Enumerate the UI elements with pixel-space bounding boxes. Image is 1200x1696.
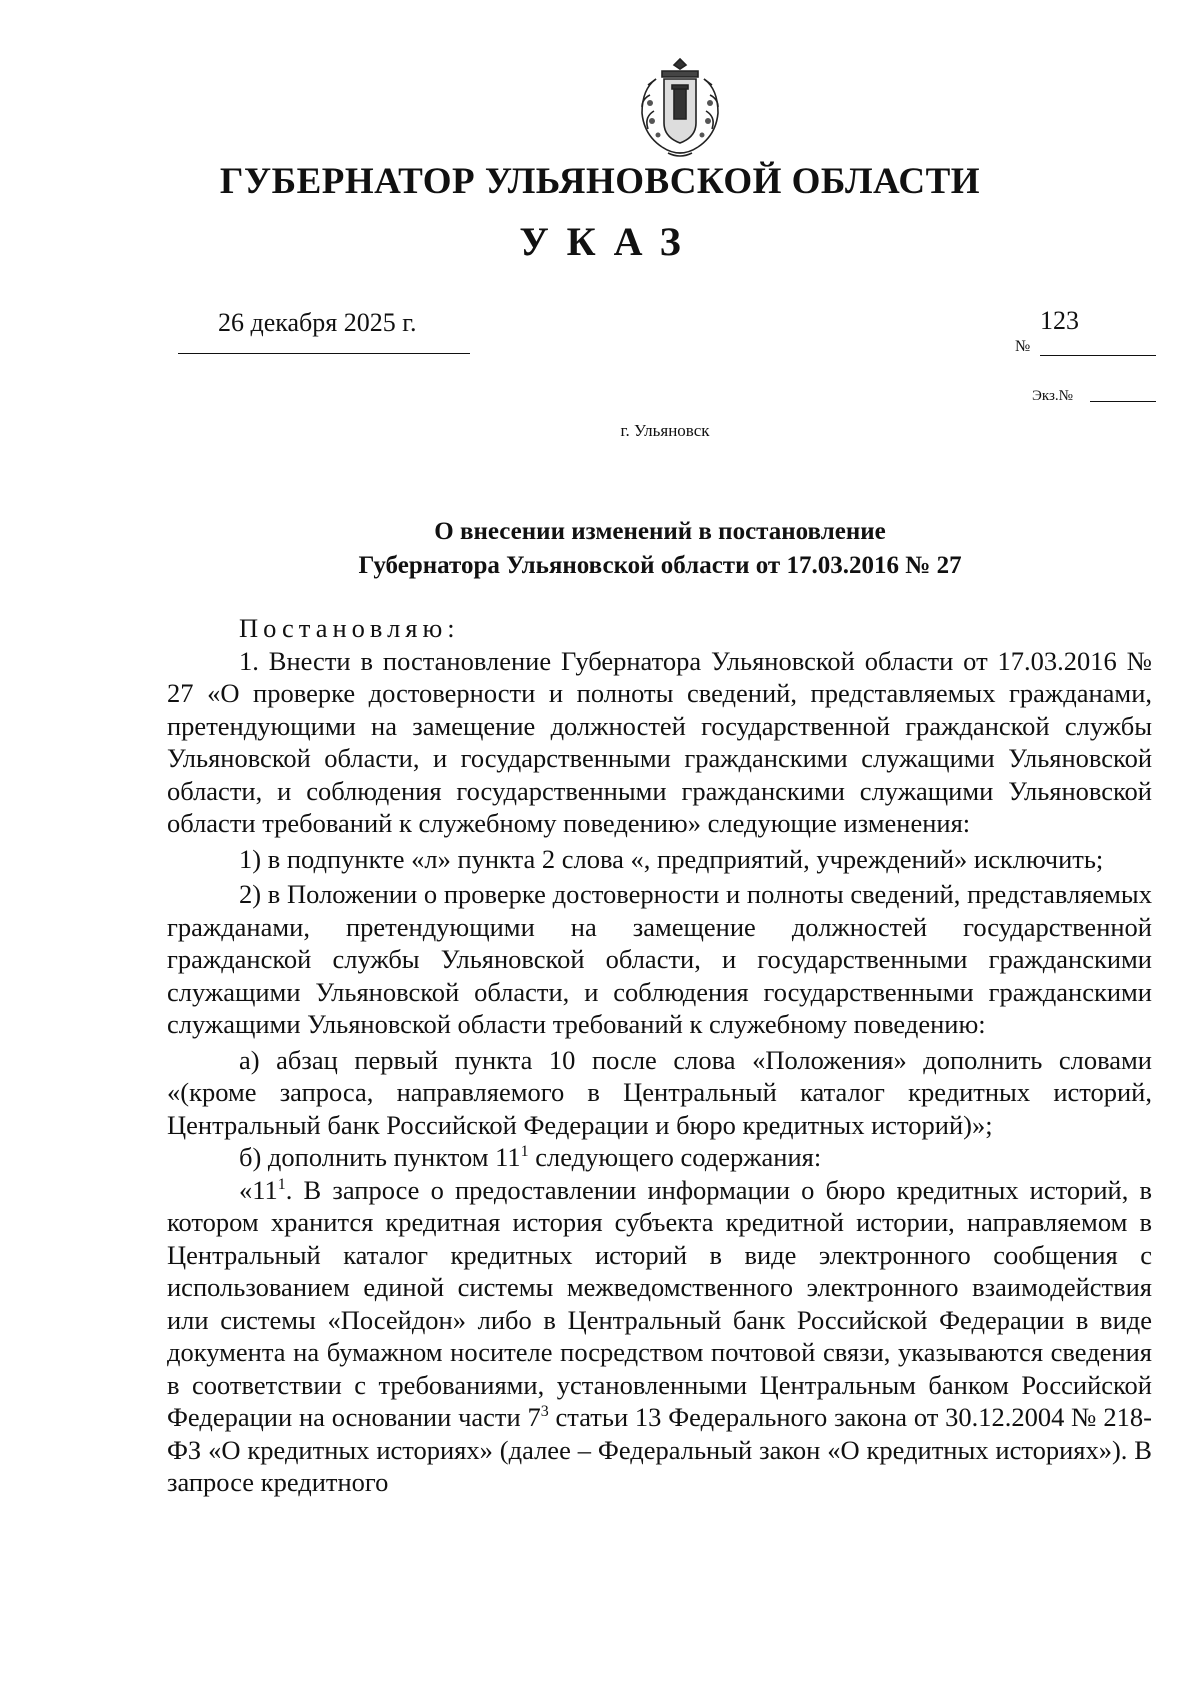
document-type-heading: УКАЗ: [519, 219, 699, 264]
decree-number: 123: [1040, 306, 1079, 335]
decree-date: 26 декабря 2025 г.: [218, 308, 417, 337]
date-underline: [178, 353, 470, 354]
subitem-b-text-1: б) дополнить пунктом 11: [239, 1142, 521, 1172]
paragraph-1: 1. Внести в постановление Губернатора Ульяновской области от 17.03.2016 № 27 «О проверке достоверности и полноты сведений, представляемых гражданами, претендующими на замещение должностей государственной гражданской службы Ульяновской области, и государственными гражданскими служащими Ульяновской области, и соблюдения государственными гражданскими служащими Ульяновской области требований к служебному поведению» следующие изменения:: [167, 645, 1152, 838]
copy-number-label: Экз.№: [1032, 388, 1073, 404]
title-line-1: О внесении изменений в постановление: [434, 518, 886, 545]
paragraph-11-1: [167, 1174, 1152, 1499]
paragraph-subitem-1: 1) в подпункте «л» пункта 2 слова «, предприятий, учреждений» исключить;: [239, 843, 1104, 874]
p11-text-2: . В запросе о предоставлении информации о бюро кредитных историй, в котором хранится кредитная история субъекта кредитной истории, направляемом в Центральный каталог кредитных историй в виде электронного сообщения с использованием единой системы межведомственного электронного взаимодействия или системы «Посейдон» либо в Центральный банк Российской Федерации в виде документа на бумажном носителе посредством почтовой связи, указываются сведения в соответствии с требованиями, установленными Центральным банком Российской Федерации на основании части 7: [167, 1174, 1152, 1432]
title-line-2: Губернатора Ульяновской области от 17.03.2016 № 27: [358, 552, 962, 579]
number-label: №: [1015, 338, 1031, 355]
paragraph-subitem-2: 2) в Положении о проверке достоверности и полноты сведений, представляемых гражданами, претендующими на замещение должностей государственной гражданской службы Ульяновской области, и государственными гражданскими служащими Ульяновской области, и соблюдения государственными гражданскими служащими Ульяновской области требований к служебному поведению:: [167, 879, 1152, 1039]
paragraph-subitem-a: а) абзац первый пункта 10 после слова «Положения» дополнить словами «(кроме запроса, направляемого в Центральный каталог кредитных историй, Центральный банк Российской Федерации и бюро кредитных историй)»;: [167, 1044, 1152, 1140]
paragraph-subitem-b: [167, 1141, 1152, 1174]
decree-preamble: Постановляю:: [239, 613, 460, 643]
p11-superscript-2: 3: [540, 1403, 549, 1421]
decree-body: [167, 612, 1152, 1499]
copy-number-underline: [1090, 401, 1156, 402]
p11-text-1: «11: [239, 1174, 278, 1205]
coat-of-arms-emblem: [628, 55, 732, 163]
p11-superscript-1: 1: [277, 1175, 286, 1193]
subitem-b-text-2: следующего содержания:: [528, 1142, 822, 1172]
p11-text-3: статьи 13 Федерального закона от 30.12.2004 № 218-ФЗ «О кредитных историях» (далее – Федеральный закон «О кредитных историях»). В запросе кредитного: [167, 1402, 1152, 1497]
number-underline: [1040, 355, 1156, 356]
issuer-heading: ГУБЕРНАТОР УЛЬЯНОВСКОЙ ОБЛАСТИ: [219, 161, 981, 202]
decree-title: [0, 515, 1200, 583]
city: г. Ульяновск: [620, 421, 710, 440]
subitem-b-superscript: 1: [520, 1143, 529, 1161]
